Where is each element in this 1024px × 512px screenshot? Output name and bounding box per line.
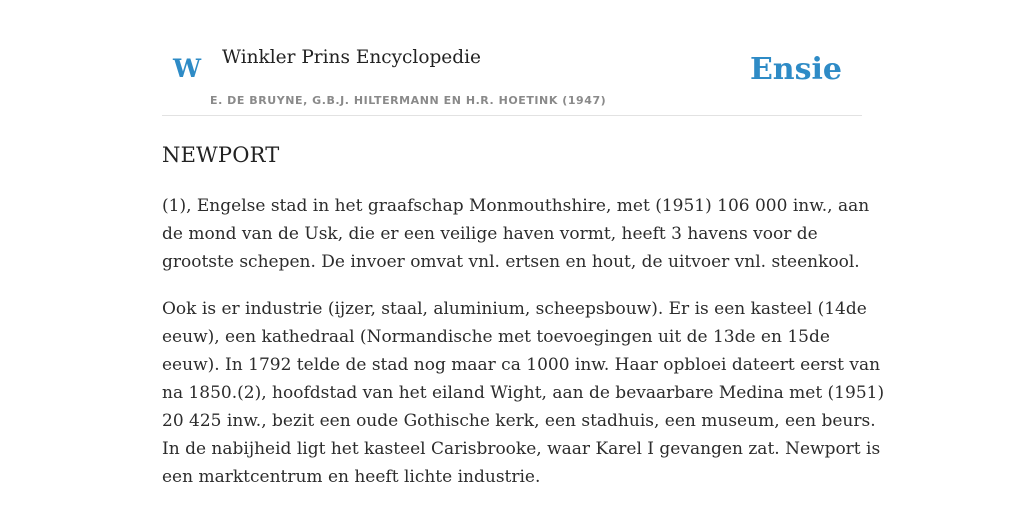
article-paragraph-1 xyxy=(162,192,870,276)
paragraph-line: eeuw). In 1792 telde de stad nog maar ca 1000 inw. Haar opbloei dateert eerst van xyxy=(162,355,881,375)
paragraph-line: (1), Engelse stad in het graafschap Monmouthshire, met (1951) 106 000 inw., aan xyxy=(162,196,870,216)
paragraph-line: een marktcentrum en heeft lichte industrie. xyxy=(162,467,541,487)
paragraph-line: grootste schepen. De invoer omvat vnl. ertsen en hout, de uitvoer vnl. steenkool. xyxy=(162,252,860,272)
article-paragraph-2 xyxy=(162,295,885,491)
paragraph-line: de mond van de Usk, die er een veilige haven vormt, heeft 3 havens voor de xyxy=(162,224,818,244)
ensie-logo[interactable]: Ensie xyxy=(749,52,842,87)
publication-authors: E. DE BRUYNE, G.B.J. HILTERMANN EN H.R. HOETINK (1947) xyxy=(210,94,607,107)
paragraph-line: In de nabijheid ligt het kasteel Carisbrooke, waar Karel I gevangen zat. Newport is xyxy=(162,439,881,459)
article-headword: NEWPORT xyxy=(162,143,280,167)
paragraph-line: eeuw), een kathedraal (Normandische met toevoegingen uit de 13de en 15de xyxy=(162,327,830,347)
winkler-prins-logo-icon: W xyxy=(173,54,202,83)
paragraph-line: na 1850.(2), hoofdstad van het eiland Wight, aan de bevaarbare Medina met (1951) xyxy=(162,383,885,403)
header-divider xyxy=(162,115,862,116)
paragraph-line: Ook is er industrie (ijzer, staal, aluminium, scheepsbouw). Er is een kasteel (14de xyxy=(162,299,867,319)
publication-title[interactable]: Winkler Prins Encyclopedie xyxy=(222,47,481,68)
paragraph-line: 20 425 inw., bezit een oude Gothische kerk, een stadhuis, een museum, een beurs. xyxy=(162,411,876,431)
article-body xyxy=(162,192,885,510)
